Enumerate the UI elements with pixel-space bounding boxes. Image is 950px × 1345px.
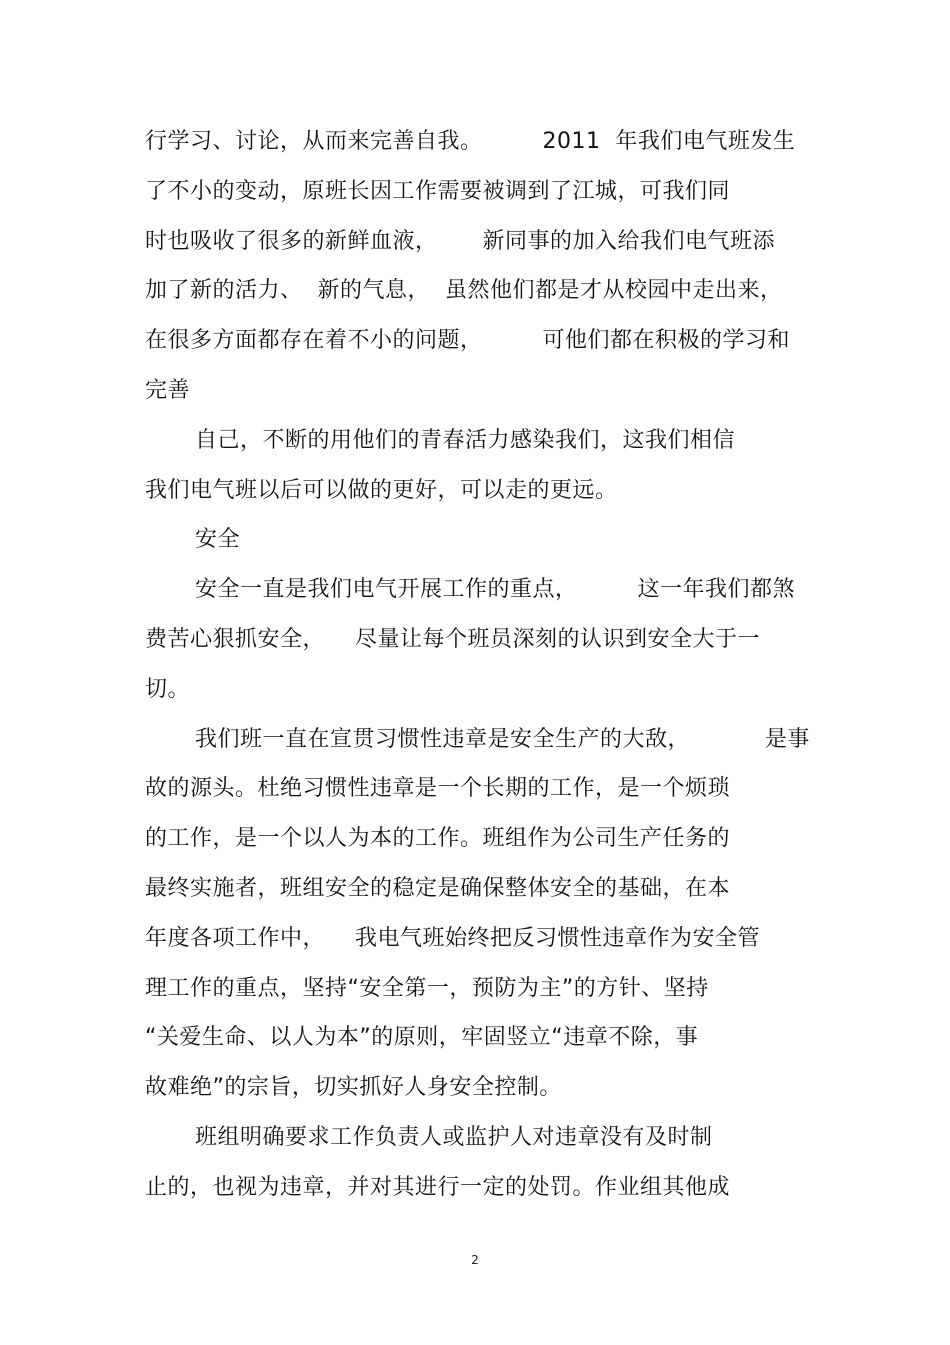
text-line-2: 了不小的变动，原班长因工作需要被调到了江城，可我们同 [145,179,731,204]
text-line-8: 我们电气班以后可以做的更好，可以走的更远。 [145,478,618,503]
text-line-12: 切。 [145,677,191,702]
text-line-4: 加了新的活力、 新的气息， 虽然他们都是才从校园中走出来， [145,278,783,303]
text-line-5: 在很多方面都存在着不小的问题， 可他们都在积极的学习和 [145,328,790,353]
text-line-6: 完善 [145,378,191,403]
text-line-15: 的工作，是一个以人为本的工作。班组作为公司生产任务的 [145,826,731,851]
text-line-7: 自己，不断的用他们的青春活力感染我们，这我们相信 [195,428,736,453]
text-line-19: “关爱生命、以人为本”的原则，牢固竖立“违章不除，事 [145,1025,699,1050]
text-line-11: 费苦心狠抓安全， 尽量让每个班员深刻的认识到安全大于一 [145,627,760,652]
text-line-20: 故难绝”的宗旨，切实抓好人身安全控制。 [145,1075,562,1100]
text-line-18: 理工作的重点，坚持“安全第一，预防为主”的方针、坚持 [145,976,709,1001]
text-line-16: 最终实施者，班组安全的稳定是确保整体安全的基础，在本 [145,876,731,901]
text-line-3: 时也吸收了很多的新鲜血液， 新同事的加入给我们电气班添 [145,229,775,254]
text-line-10: 安全一直是我们电气开展工作的重点， 这一年我们都煞 [195,577,795,602]
text-line-1: 行学习、讨论，从而来完善自我。 2011 年我们电气班发生 [145,129,796,154]
text-line-21: 班组明确要求工作负责人或监护人对违章没有及时制 [195,1125,713,1150]
text-line-17: 年度各项工作中， 我电气班始终把反习惯性违章作为安全管 [145,926,760,951]
text-line-22: 止的，也视为违章，并对其进行一定的处罚。作业组其他成 [145,1175,731,1200]
page-number: 2 [471,1253,479,1267]
section-heading-safety: 安全 [195,527,241,552]
text-line-14: 故的源头。杜绝习惯性违章是一个长期的工作，是一个烦琐 [145,776,731,801]
text-line-13: 我们班一直在宣贯习惯性违章是安全生产的大敌， 是事 [195,727,810,752]
